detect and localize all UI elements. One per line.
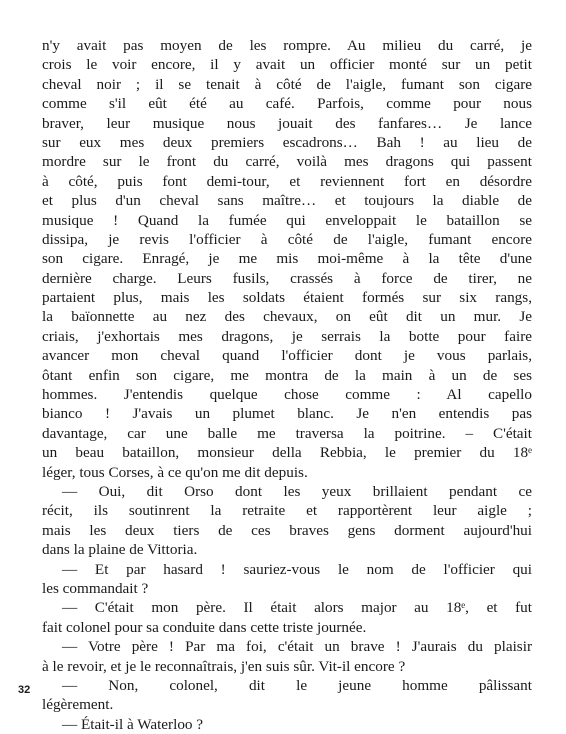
text-line: mais les deux tiers de ces braves gens dorment aujourd'hui xyxy=(42,521,532,539)
text-line: récit, ils soutinrent la retraite et rapportèrent leur aigle ; xyxy=(42,502,532,520)
text-line: — Votre père ! Par ma foi, c'était un brave ! J'aurais du plaisir xyxy=(62,638,532,656)
text-line: bianco ! J'avais un plumet blanc. Je n'en entendis pas xyxy=(42,405,532,423)
text-line: crois le voir encore, il y avait un officier monté sur un petit xyxy=(42,56,532,74)
text-line: partaient plus, mais les soldats étaient formés sur six rangs, xyxy=(42,289,532,307)
text-line: n'y avait pas moyen de les rompre. Au milieu du carré, je xyxy=(42,37,532,54)
text-line: musique ! Quand la fumée qui enveloppait le bataillon se xyxy=(42,211,532,229)
text-line: son cigare. Enragé, je me mis moi-même à la tête d'une xyxy=(42,250,532,268)
text-line: avancer mon cheval quand l'officier dont je vous parlais, xyxy=(42,347,532,365)
text-line: à le revoir, et je le reconnaîtrais, j'en suis sûr. Vit-il encore ? xyxy=(42,657,406,675)
text-line: mordre sur le front du carré, voilà mes dragons qui passent xyxy=(42,153,532,171)
text-line: — C'était mon père. Il était alors major au 18ᵉ, et fut xyxy=(62,599,532,617)
text-line: — Et par hasard ! sauriez-vous le nom de l'officier qui xyxy=(62,560,532,578)
text-line: hommes. J'entendis quelque chose comme : Al capello xyxy=(42,386,532,404)
text-line: comme s'il eût été au café. Parfois, comme pour nous xyxy=(42,95,532,113)
text-line: dans la plaine de Vittoria. xyxy=(42,541,198,559)
text-line: criais, j'exhortais mes dragons, je serrais la botte pour faire xyxy=(42,327,532,345)
text-line: braver, leur musique nous jouait des fanfares… Je lance xyxy=(42,114,532,132)
text-line: dernière charge. Leurs fusils, crassés à force de tirer, ne xyxy=(42,269,532,287)
text-line: sur eux mes deux premiers escadrons… Bah ! au lieu de xyxy=(42,133,532,151)
text-line: — Était-il à Waterloo ? xyxy=(62,715,204,733)
text-line: davantage, car une balle me traversa la poitrine. – C'était xyxy=(42,424,532,442)
text-line: à côté, puis font demi-tour, et reviennent fort en désordre xyxy=(42,172,532,190)
text-line: fait colonel pour sa conduite dans cette triste journée. xyxy=(42,618,367,636)
text-line: dissipa, je revis l'officier à côté de l'aigle, fumant encore xyxy=(42,230,532,248)
text-line: légèrement. xyxy=(42,696,114,714)
text-line: cheval noir ; il se tenait à côté de l'aigle, fumant son cigare xyxy=(42,75,532,93)
body-text xyxy=(42,36,532,734)
text-line: la baïonnette au nez des chevaux, on eût dit un mur. Je xyxy=(42,308,532,326)
text-line: ôtant enfin son cigare, me montra de la main à un de ses xyxy=(42,366,532,384)
text-line: — Oui, dit Orso dont les yeux brillaient pendant ce xyxy=(62,482,532,500)
text-line: les commandait ? xyxy=(42,579,149,597)
text-line: et plus d'un cheval sans maître… et toujours la diable de xyxy=(42,192,532,210)
text-line: léger, tous Corses, à ce qu'on me dit depuis. xyxy=(42,463,308,481)
page-number: 32 xyxy=(18,684,31,696)
text-line: — Non, colonel, dit le jeune homme pâlissant xyxy=(62,676,532,694)
text-line: un beau bataillon, monsieur della Rebbia, le premier du 18ᵉ xyxy=(42,444,532,462)
